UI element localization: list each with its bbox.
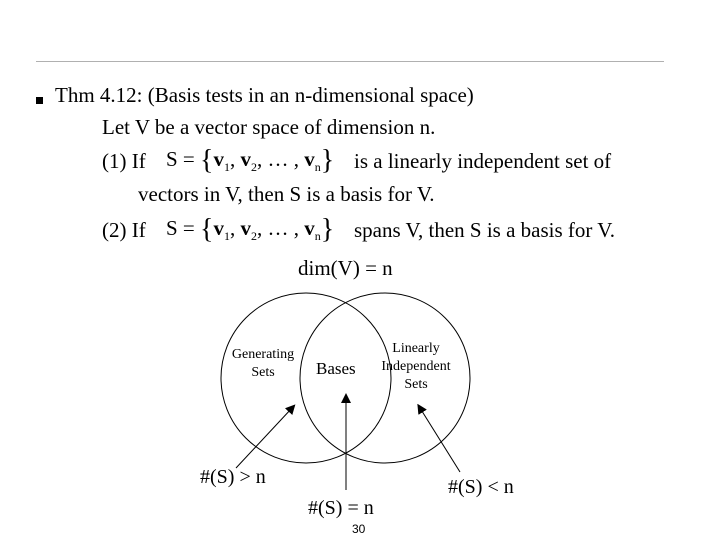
set-expression-1: $S = \{v_1$, $v_2$, … , $v_n$} — [166, 145, 335, 176]
page-number: 30 — [352, 522, 366, 536]
statement-2-suffix: spans V, then S is a basis for V. — [354, 218, 615, 242]
arrow-right — [420, 408, 460, 472]
bases-label: Bases — [316, 359, 356, 378]
arrow-left — [236, 408, 292, 468]
statement-2-prefix: (2) If — [102, 218, 146, 242]
arrow-right-label: #(S) < n — [448, 476, 514, 498]
set-expression-2: $S = \{v_1$, $v_2$, … , $v_n$} — [166, 214, 335, 245]
independent-sets-label: Linearly Independent Sets — [381, 341, 451, 393]
generating-sets-label: Generating Sets — [231, 347, 295, 381]
arrow-center-label: #(S) = n — [308, 497, 374, 519]
set-label: S = — [166, 216, 195, 240]
statement-1-suffix: is a linearly independent set of — [354, 149, 612, 173]
theorem-line-3: vectors in V, then S is a basis for V. — [138, 182, 435, 206]
arrow-left-label: #(S) > n — [200, 466, 266, 488]
theorem-line-1: Let V be a vector space of dimension n. — [102, 115, 436, 139]
dimension-equation: dim(V) = n — [298, 256, 393, 280]
theorem-heading: Thm 4.12: (Basis tests in an n-dimensional space) — [55, 83, 474, 107]
statement-1-prefix: (1) If — [102, 149, 146, 173]
set-label: S = — [166, 147, 195, 171]
